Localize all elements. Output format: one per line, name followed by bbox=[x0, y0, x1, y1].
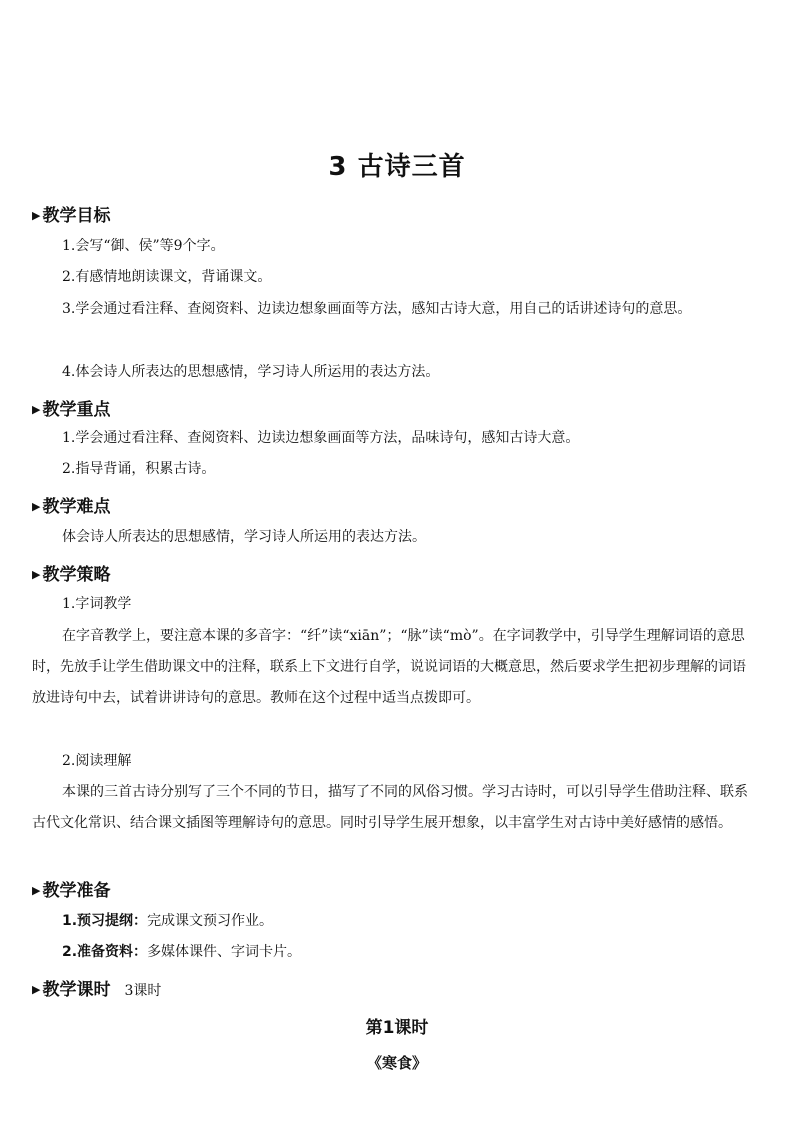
section-heading-periods: ▶ 教学课时 3课时 bbox=[32, 980, 162, 1000]
triangle-marker-icon: ▶ bbox=[32, 884, 41, 897]
poem-title: 《寒食》 bbox=[366, 1054, 427, 1072]
triangle-marker-icon: ▶ bbox=[32, 403, 41, 416]
objective-item-4: 4.体会诗人所表达的思想感情，学习诗人所运用的表达方法。 bbox=[62, 364, 440, 380]
strategy-paragraph-2: 本课的三首古诗分别写了三个不同的节日，描写了不同的风俗习惯。学习古诗时，可以引导学生借助注释、联系古代文化常识、结合课文插图等理解诗句的意思。同时引导学生展开想象，以丰富学生对古诗中美好感情的感悟。 bbox=[32, 784, 748, 831]
strategy-paragraph-1: 在字音教学上，要注意本课的多音字：“纤”读“xiān”；“脉”读“mò”。在字词教学中，引导学生理解词语的意思时，先放手让学生借助课文中的注释，联系上下文进行自学，说说词语的大概意思，然后要求学生把初步理解的词语放进诗句中去，试着讲讲诗句的意思。教师在这个过程中适当点拨即可。 bbox=[32, 628, 746, 706]
objective-item-3: 3.学会通过看注释、查阅资料、边读边想象画面等方法，感知古诗大意，用自己的话讲述诗句的意思。 bbox=[62, 301, 692, 317]
section-heading-preparation: ▶ 教学准备 bbox=[32, 881, 111, 901]
objective-item-1: 1.会写“御、侯”等9个字。 bbox=[62, 238, 225, 254]
strategy-subheading-1: 1.字词教学 bbox=[62, 596, 132, 612]
difficulty-item-1: 体会诗人所表达的思想感情，学习诗人所运用的表达方法。 bbox=[62, 529, 426, 545]
key-point-item-1: 1.学会通过看注释、查阅资料、边读边想象画面等方法，品味诗句，感知古诗大意。 bbox=[62, 430, 580, 446]
triangle-marker-icon: ▶ bbox=[32, 568, 41, 581]
strategy-subheading-2: 2.阅读理解 bbox=[62, 753, 132, 769]
triangle-marker-icon: ▶ bbox=[32, 209, 41, 222]
key-point-item-2: 2.指导背诵，积累古诗。 bbox=[62, 461, 216, 477]
section-heading-strategy: ▶ 教学策略 bbox=[32, 565, 111, 585]
section-heading-objectives: ▶ 教学目标 bbox=[32, 206, 111, 226]
periods-value: 3课时 bbox=[124, 983, 162, 999]
preparation-item-1: 1.预习提纲：完成课文预习作业。 bbox=[62, 913, 274, 929]
objective-item-2: 2.有感情地朗读课文，背诵课文。 bbox=[62, 269, 272, 285]
section-heading-difficulties: ▶ 教学难点 bbox=[32, 497, 111, 517]
page-title: 3 古诗三首 bbox=[328, 152, 466, 182]
lesson-title: 第1课时 bbox=[365, 1018, 429, 1038]
triangle-marker-icon: ▶ bbox=[32, 500, 41, 513]
preparation-item-2: 2.准备资料：多媒体课件、字词卡片。 bbox=[62, 944, 302, 960]
triangle-marker-icon: ▶ bbox=[32, 983, 41, 996]
section-heading-key-points: ▶ 教学重点 bbox=[32, 400, 111, 420]
